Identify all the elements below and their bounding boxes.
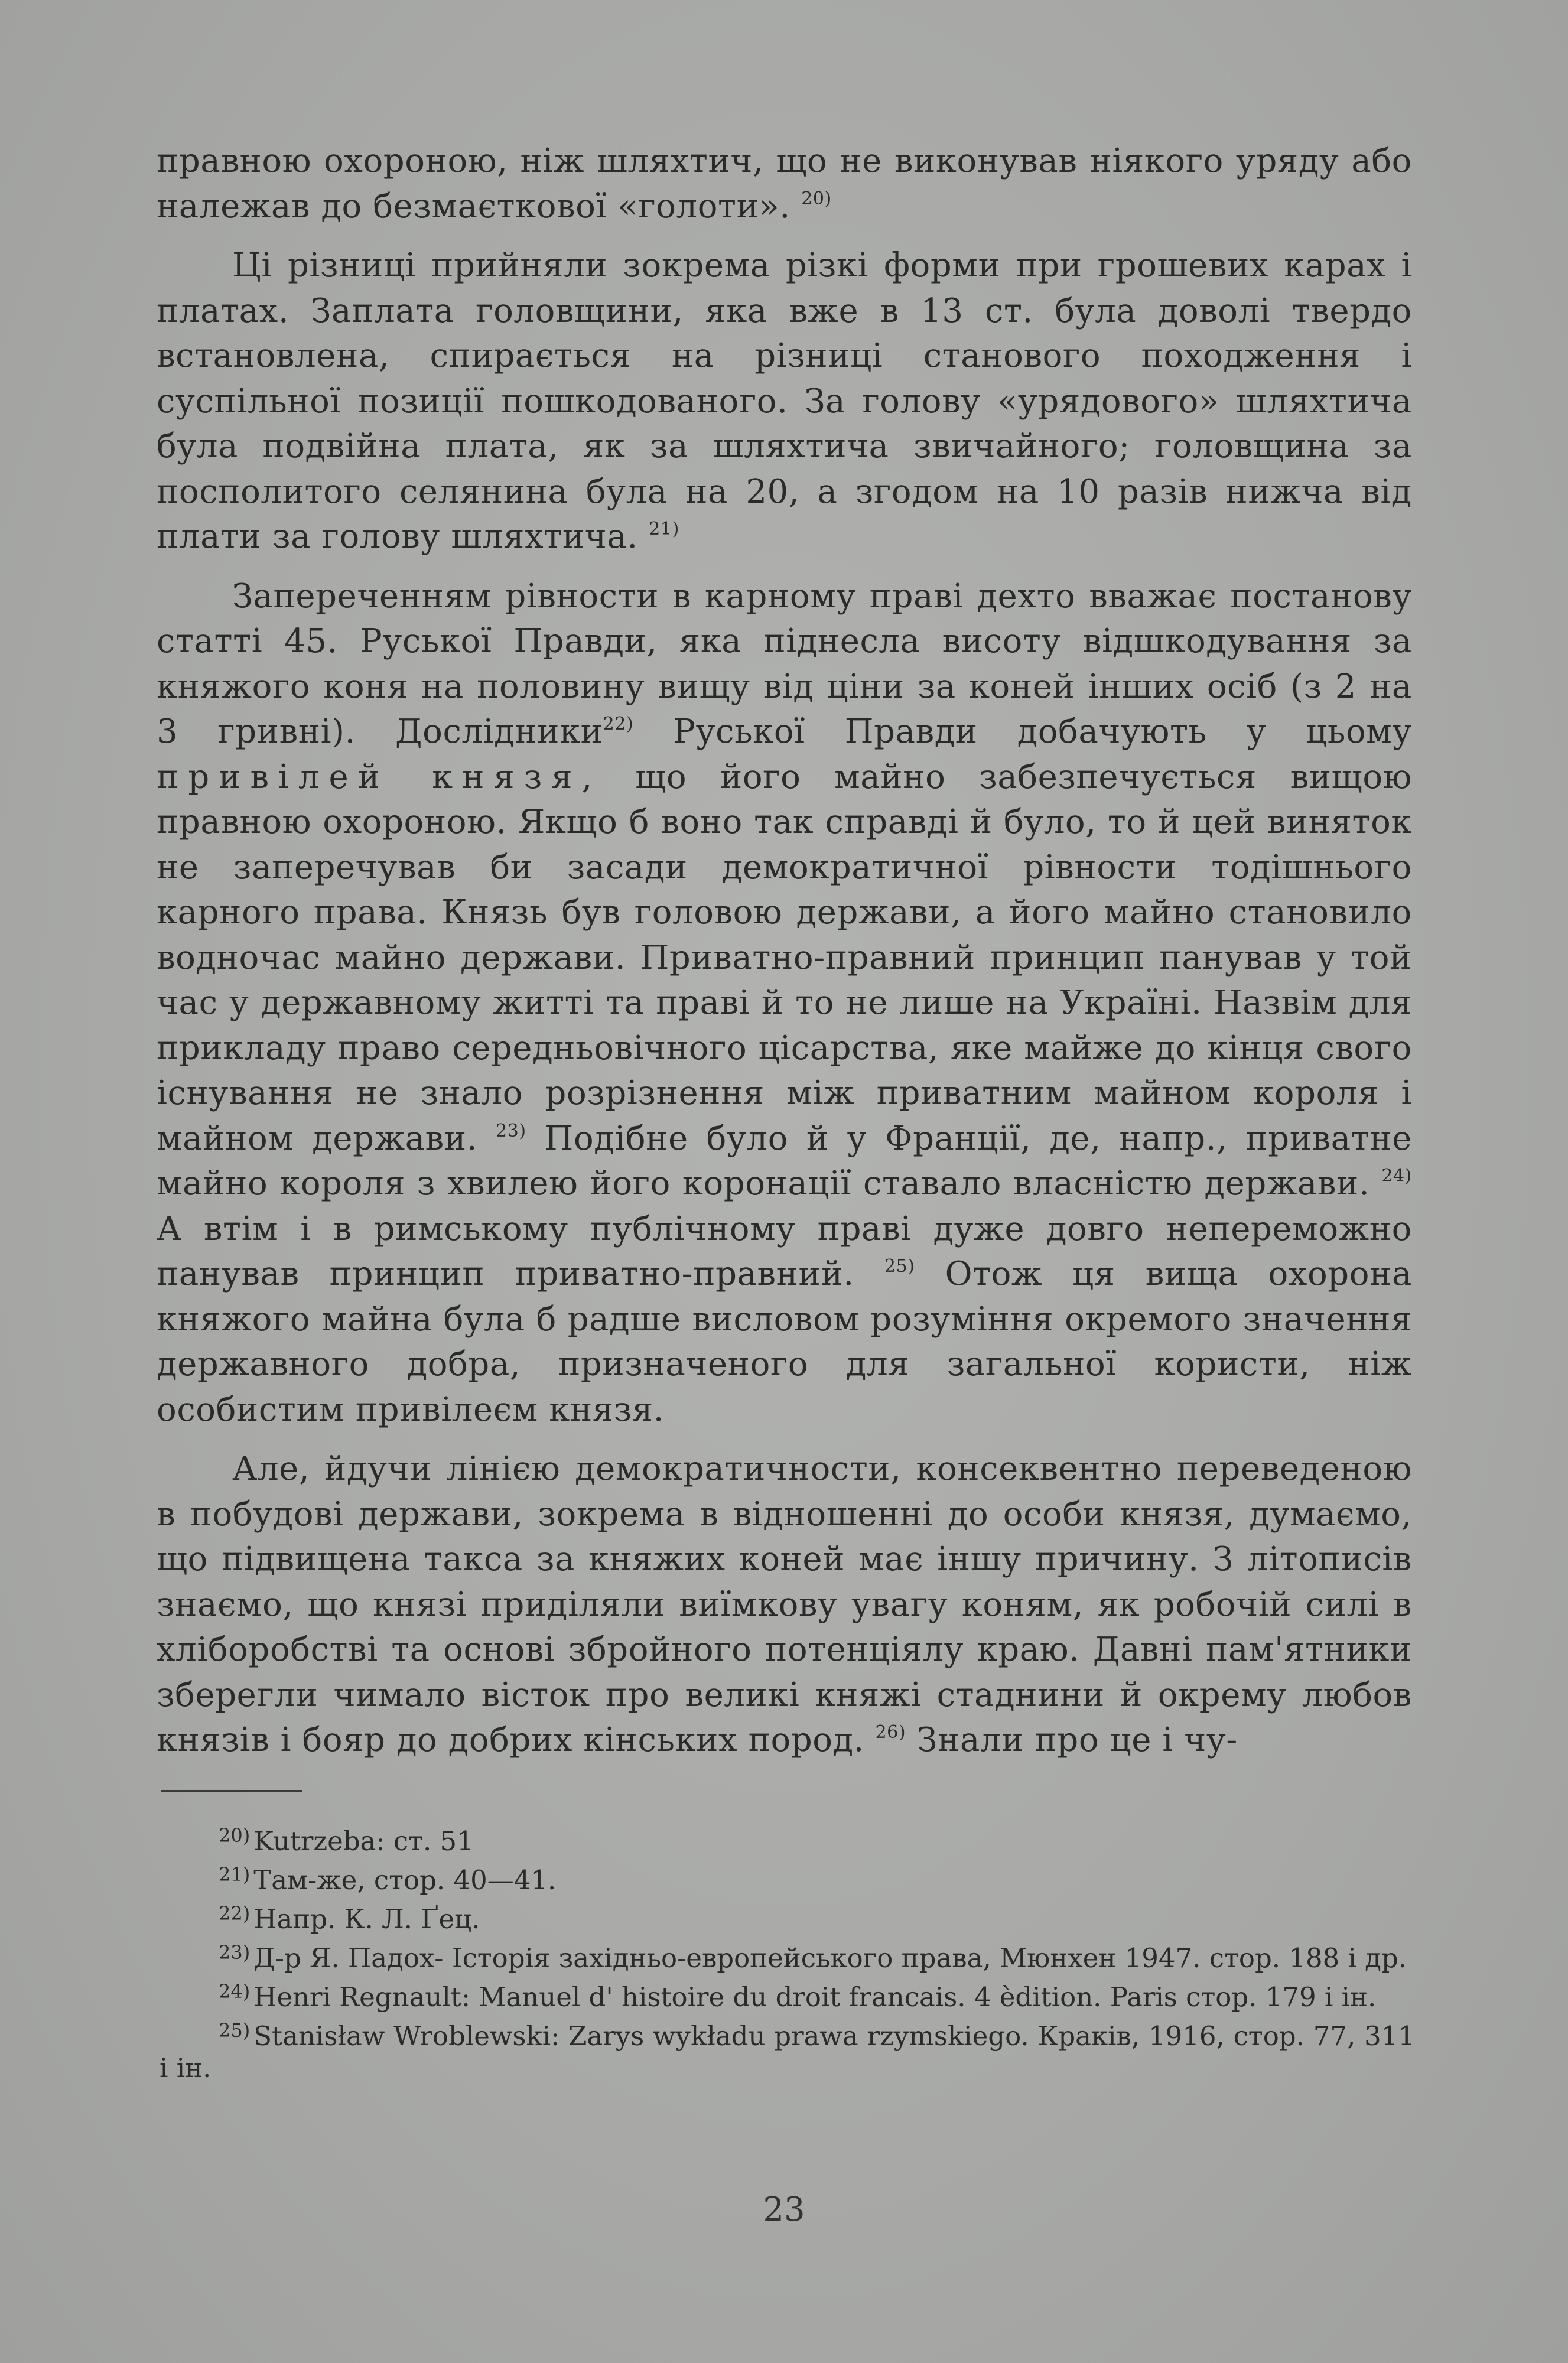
footnote-mark: 24) bbox=[219, 1980, 251, 2003]
paragraph-1 bbox=[157, 139, 1412, 229]
footnote-mark: 22) bbox=[219, 1902, 251, 1925]
footnote-mark: 23) bbox=[219, 1941, 251, 1964]
footnote-ref-21: 21) bbox=[649, 519, 679, 539]
footnote-ref-22: 22) bbox=[603, 714, 634, 734]
footnote-ref-23: 23) bbox=[495, 1120, 526, 1141]
paragraph-2-text: Ці різниці прийняли зокрема різкі форми при грошевих карах і платах. Заплата головщини, яка вже в 13 ст. була доволі твердо встановлена, спирається на різниці станового походження і суспільної позиції пошкодованого. За голову «урядового» шляхтича була подвійна плата, як за шляхтича звичайного; головщина за посполитого селянина була на 20, а згодом на 10 разів нижча від плати за голову шляхтича. bbox=[157, 246, 1412, 556]
footnote-item bbox=[160, 2020, 1415, 2084]
paragraph-1-text: правною охороною, ніж шляхтич, що не виконував ніякого уряду або належав до безмаєткової «голоти». bbox=[157, 142, 1412, 226]
footnote-text: Д-р Я. Падох- Історія західньо-европейського права, Мюнхен 1947. стор. 188 і др. bbox=[253, 1942, 1407, 1974]
footnote-text: Kutrzeba: ст. 51 bbox=[253, 1825, 474, 1857]
footnote-item bbox=[160, 1942, 1415, 1974]
footnote-text: Henri Regnault: Manuel d' histoire du droit francais. 4 èdition. Paris стор. 179 і ін. bbox=[253, 1981, 1377, 2013]
footnote-mark: 20) bbox=[219, 1824, 251, 1847]
paragraph-3 bbox=[157, 574, 1412, 1433]
paragraph-3-text-b: Руської Правди добачують у цьому bbox=[673, 712, 1413, 751]
footnote-ref-25: 25) bbox=[884, 1256, 915, 1277]
footnote-divider bbox=[161, 1790, 302, 1792]
paragraph-3-text-a: Запереченням рівности в карному праві дехто вважає постанову статті 45. Руської Правди, яка піднесла висоту відшкодування за княжого коня на половину вищу від ціни за коней інших осіб (з 2 на 3 гривні). Дослідники bbox=[157, 577, 1412, 751]
footnote-mark: 21) bbox=[219, 1863, 251, 1886]
footnote-text: Там-же, стор. 40—41. bbox=[253, 1864, 557, 1896]
footnote-text: Stanisław Wroblewski: Zarys wykładu prawa rzymskiego. Краків, 1916, стор. 77, 311 і ін. bbox=[160, 2020, 1415, 2084]
paragraph-2 bbox=[157, 243, 1412, 560]
paragraph-4-text-a: Але, йдучи лінією демократичности, консеквентно переведеною в побудові держави, зокрема в відношенні до особи князя, думаємо, що підвищена такса за княжих коней має іншу причину. З літописів знаємо, що князі приділяли виїмкову увагу коням, як робочій силі в хліборобстві та основі збройного потенціялу краю. Давні пам'ятники зберегли чимало вісток про великі княжі стаднини й окрему любов князів і бояр до добрих кінських пород. bbox=[157, 1450, 1412, 1759]
emphasized-phrase: привілей князя, bbox=[157, 757, 602, 796]
paragraph-4 bbox=[157, 1447, 1412, 1763]
paragraph-3-text-e: А втім і в римському публічному праві дуже довго непереможно панував принцип приватно-правний. bbox=[157, 1209, 1412, 1293]
footnote-item bbox=[160, 1825, 1415, 1857]
footnote-text: Напр. К. Л. Ґец. bbox=[253, 1903, 480, 1935]
page-number: 23 bbox=[763, 2191, 805, 2229]
footnote-item bbox=[160, 1981, 1415, 2013]
footnote-ref-26: 26) bbox=[875, 1722, 906, 1743]
paragraph-3-text-d: Подібне було й у Франції, де, напр., приватне майно короля з хвилею його коронації ставало власністю держави. bbox=[157, 1119, 1412, 1203]
footnotes bbox=[160, 1825, 1415, 2091]
paragraph-3-text-f: Отож ця вища охорона княжого майна була б радше висловом розуміння окремого значення державного добра, призначеного для загальної користи, ніж особистим привілеєм князя. bbox=[157, 1255, 1412, 1429]
footnote-mark: 25) bbox=[219, 2019, 251, 2042]
paragraph-3-text-c: що його майно забезпечується вищою правною охороною. Якщо б воно так справді й було, то й цей виняток не заперечував би засади демократичної рівности тодішнього карного права. Князь був головою держави, а його майно становило водночас майно держави. Приватно-правний принцип панував у той час у державному житті та праві й то не лише на Україні. Назвім для прикладу право середньовічного цісарства, яке майже до кінця свого існування не знало розрізнення між приватним майном короля і майном держави. bbox=[157, 757, 1412, 1158]
main-text bbox=[157, 139, 1412, 1763]
footnote-item bbox=[160, 1864, 1415, 1896]
footnote-item bbox=[160, 1903, 1415, 1935]
paragraph-4-text-b: Знали про це і чу- bbox=[916, 1721, 1238, 1759]
footnote-ref-24: 24) bbox=[1381, 1166, 1412, 1186]
footnote-ref-20: 20) bbox=[801, 188, 832, 209]
